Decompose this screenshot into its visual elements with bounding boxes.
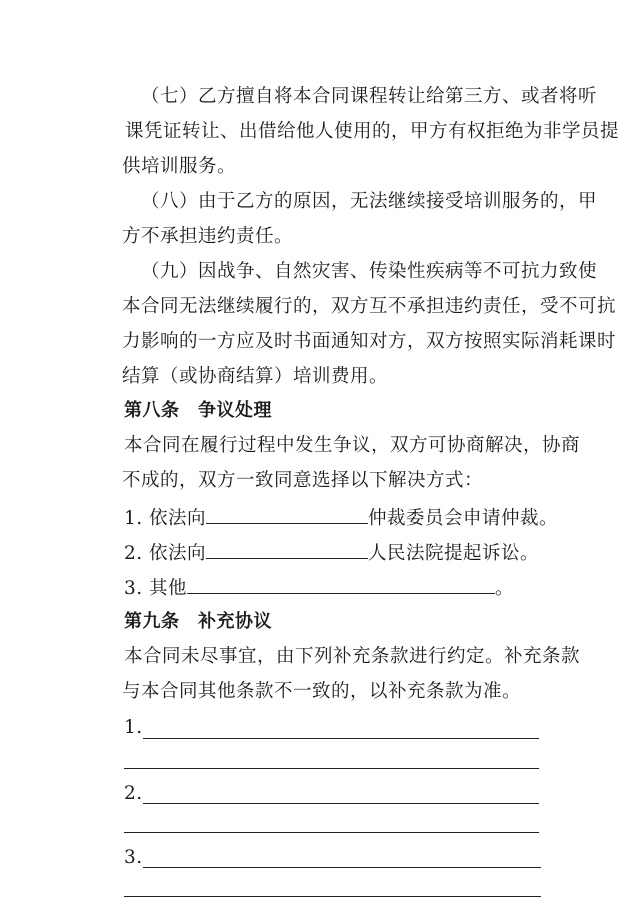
option-suffix: 人民法院提起诉讼。	[368, 543, 540, 564]
clause-nine-line-1: （九）因战争、自然灾害、传染性疾病等不可抗力致使	[141, 261, 598, 282]
article-nine-intro-line-1: 本合同未尽事宜，由下列补充条款进行约定。补充条款	[124, 646, 581, 667]
supplement-item-2-label: 2.	[124, 783, 143, 804]
supplement-item-1-line[interactable]	[143, 738, 539, 739]
dispute-option-litigation	[0, 539, 640, 567]
article-eight-intro-line-1: 本合同在履行过程中发生争议，双方可协商解决，协商	[124, 435, 581, 456]
article-nine-intro-line-2: 与本合同其他条款不一致的，以补充条款为准。	[122, 681, 522, 702]
option-suffix: 仲裁委员会申请仲裁。	[368, 508, 559, 529]
clause-seven-line-2: 课凭证转让、出借给他人使用的，甲方有权拒绝为非学员提	[125, 121, 620, 142]
option-prefix: 1. 依法向	[124, 508, 207, 529]
clause-seven-line-1: （七）乙方擅自将本合同课程转让给第三方、或者将听	[141, 86, 598, 107]
option-prefix: 3. 其他	[124, 578, 188, 599]
clause-nine-line-4: 结算（或协商结算）培训费用。	[122, 366, 389, 387]
clause-eight-line-1: （八）由于乙方的原因，无法继续接受培训服务的，甲	[141, 191, 598, 212]
dispute-option-arbitration	[0, 504, 640, 532]
clause-nine-line-3: 力影响的一方应及时书面通知对方，双方按照实际消耗课时	[122, 331, 617, 352]
court-name-blank[interactable]	[206, 539, 368, 559]
clause-seven-line-3: 供培训服务。	[122, 156, 237, 177]
supplement-item-3-label: 3.	[124, 847, 143, 868]
arbitration-committee-blank[interactable]	[206, 504, 368, 524]
other-method-blank[interactable]	[187, 574, 495, 594]
article-nine-heading: 第九条 补充协议	[124, 611, 272, 632]
option-suffix: 。	[495, 578, 515, 599]
supplement-item-1-line-2[interactable]	[124, 768, 539, 769]
article-eight-intro-line-2: 不成的，双方一致同意选择以下解决方式：	[122, 470, 484, 491]
supplement-item-2-line[interactable]	[143, 803, 539, 804]
dispute-option-other	[0, 574, 640, 602]
supplement-item-2-line-2[interactable]	[124, 832, 539, 833]
supplement-item-3-line-2[interactable]	[124, 896, 541, 897]
supplement-item-1-label: 1.	[124, 717, 143, 738]
clause-nine-line-2: 本合同无法继续履行的，双方互不承担违约责任，受不可抗	[122, 296, 617, 317]
supplement-item-3-line[interactable]	[143, 867, 541, 868]
option-prefix: 2. 依法向	[124, 543, 207, 564]
clause-eight-line-2: 方不承担违约责任。	[122, 226, 294, 247]
article-eight-heading: 第八条 争议处理	[124, 400, 272, 421]
